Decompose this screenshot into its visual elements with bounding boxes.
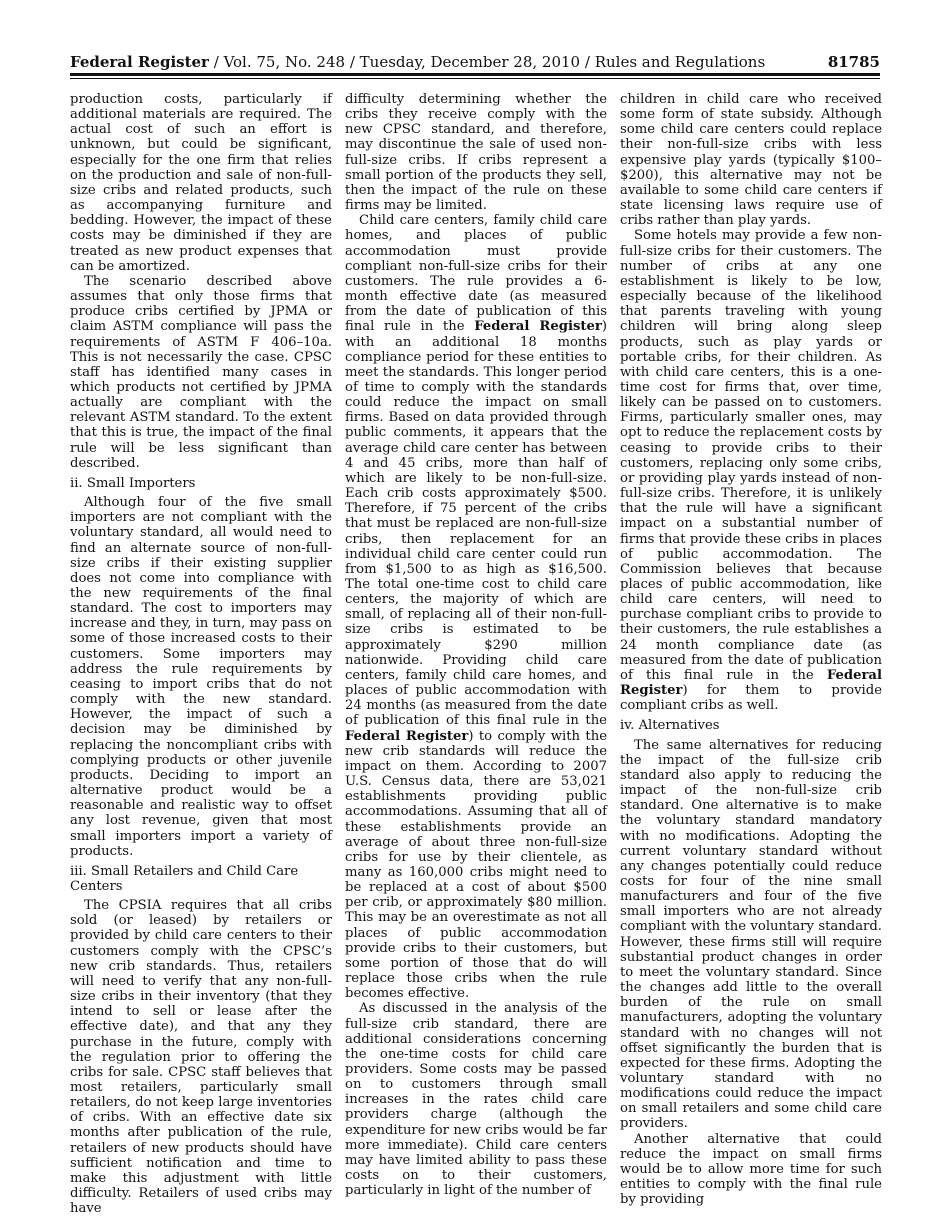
- paragraph: difficulty determining whether the cribs they receive comply with the new CPSC standard, and therefore, may discontinue the sale of used non-full-size cribs. If cribs represent a small portion of the products they sell, then the impact of the rule on these firms may be limited.: [345, 92, 607, 214]
- federal-register-citation: Federal Register: [474, 319, 602, 335]
- paragraph: The CPSIA requires that all cribs sold (or leased) by retailers or provided by child care centers to their customers comply with the CPSC’s new crib standards. Thus, retailers will need to verify that any non-full-size cribs in their inventory (that they intend to sell or lease after the effective date), and that any they purchase in the future, comply with the regulation prior to offering the cribs for sale. CPSC staff believes that most retailers, particularly small retailers, do not keep large inventories of cribs. With an effective date six months after publication of the rule, retailers of new products should have sufficient notification and time to make this adjustment with little difficulty. Retailers of used cribs may have: [70, 898, 332, 1217]
- paragraph: As discussed in the analysis of the full-size crib standard, there are additional considerations concerning the one-time costs for child care providers. Some costs may be passed on to customers through small increases in the rates child care providers charge (although the expenditure for new cribs would be far more immediate). Child care centers may have limited ability to pass these costs on to their customers, particularly in light of the number of: [345, 1001, 607, 1199]
- section-name: Rules and Regulations: [594, 53, 766, 71]
- header-rule-thin: [70, 78, 880, 79]
- text-run: ) with an additional 18 months compliance period for these entities to meet the standards. This longer period of time to comply with the standards could reduce the impact on small firms. Based on data provided through public comments, it appears that the average child care center has between 4 and 45 cribs, more than half of which are likely to be non-full-size. Each crib costs approximately $500. Therefore, if 75 percent of the cribs that must be replaced are non-full-size cribs, then replacement for an individual child care center could run from $1,500 to as high as $16,500. The total one-time cost to child care centers, the majority of which are small, of replacing all of their non-full-size cribs is estimated to be approximately $290 million nationwide. Providing child care centers, family child care homes, and places of public accommodation with 24 months (as measured from the date of publication of this final rule in the: [345, 319, 607, 729]
- text-run: Some hotels may provide a few non-full-size cribs for their customers. The number of cribs at any one establishment is likely to be low, especially because of the likelihood that parents traveling with young children will bring along sleep products, such as play yards or portable cribs, for their children. As with child care centers, this is a one-time cost for firms that, over time, likely can be passed on to customers. Firms, particularly smaller ones, may opt to reduce the replacement costs by ceasing to provide cribs to their customers, replacing only some cribs, or providing play yards instead of non-full-size cribs. Therefore, it is unlikely that the rule will have a significant impact on a substantial number of firms that provide these cribs in places of public accommodation. The Commission believes that because places of public accommodation, like child care centers, will need to purchase compliant cribs to provide to their customers, the rule establishes a 24 month compliance date (as measured from the date of publication of this final rule in the: [620, 228, 882, 683]
- page-header: [70, 52, 880, 72]
- volume-number: Vol. 75, No. 248: [223, 53, 346, 71]
- paragraph: [620, 228, 882, 713]
- column-1: [70, 92, 332, 1216]
- paragraph: Another alternative that could reduce the impact on small firms would be to allow more time for such entities to comply with the final rule by providing: [620, 1131, 882, 1208]
- paragraph: Although four of the five small importers are not compliant with the voluntary standard, all would need to find an alternate source of non-full-size cribs if their existing supplier does not come into compliance with the new requirements of the final standard. The cost to importers may increase and they, in turn, may pass on some of those increased costs to their customers. Some importers may address the rule requirements by ceasing to import cribs that do not comply with the new standard. However, the impact of such a decision may be diminished by replacing the noncompliant cribs with complying products or other juvenile products. Deciding to import an alternative product would be a reasonable and realistic way to offset any lost revenue, given that most small importers import a variety of products.: [70, 495, 332, 859]
- header-rule-thick: [70, 73, 880, 76]
- column-3: [620, 92, 882, 1207]
- section-heading-small-importers: ii. Small Importers: [70, 475, 196, 491]
- paragraph: production costs, particularly if additional materials are required. The actual cost of such an effort is unknown, but could be significant, especially for the one firm that relies on the production and sale of non-full-size cribs and related products, such as accompanying furniture and bedding. However, the impact of these costs may be diminished if they are treated as new product expenses that can be amortized.: [70, 92, 332, 274]
- text-run: Child care centers, family child care homes, and places of public accommodation must provide compliant non-full-size cribs for their customers. The rule provides a 6-month effective date (as measured from the date of publication of this final rule in the: [345, 213, 607, 335]
- section-heading-alternatives: iv. Alternatives: [620, 718, 720, 734]
- column-2: [345, 92, 607, 1198]
- paragraph: The same alternatives for reducing the impact of the full-size crib standard also apply to reducing the impact of the non-full-size crib standard. One alternative is to make the voluntary standard mandatory with no modifications. Adopting the current voluntary standard without any changes potentially could reduce costs for four of the nine small manufacturers and four of the five small importers who are not already compliant with the voluntary standard. However, these firms still will require substantial product changes in order to meet the voluntary standard. Since the changes add little to the overall burden of the rule on small manufacturers, adopting the voluntary standard with no changes will not offset significantly the burden that is expected for these firms. Adopting the voluntary standard with no modifications could reduce the impact on small retailers and some child care providers.: [620, 737, 882, 1132]
- paragraph: [345, 213, 607, 1001]
- text-run: ) to comply with the new crib standards will reduce the impact on them. According to 2007 U.S. Census data, there are 53,021 establishments providing public accommodations. Assuming that all of these establishments provide an average of about three non-full-size cribs for use by their clientele, as many as 160,000 cribs might need to be replaced at a cost of about $500 per crib, or approximately $80 million. This may be an overestimate as not all places of public accommodation provide cribs to their customers, but some portion of those that do will replace those cribs when the rule becomes effective.: [345, 728, 607, 1002]
- federal-register-citation: Federal Register: [345, 728, 469, 744]
- page-number: 81785: [827, 53, 880, 71]
- paragraph: The scenario described above assumes that only those firms that produce cribs certified by JPMA or claim ASTM compliance will pass the requirements of ASTM F 406–10a. This is not necessarily the case. CPSC staff has identified many cases in which products not certified by JPMA actually are compliant with the relevant ASTM standard. To the extent that this is true, the impact of the final rule will be less significant than described.: [70, 273, 332, 471]
- header-sep: /: [208, 53, 224, 71]
- text-run: ) for them to provide compliant cribs as well.: [620, 683, 882, 714]
- section-heading-small-retailers: iii. Small Retailers and Child Care Centers: [70, 863, 299, 894]
- header-sep: /: [345, 53, 360, 71]
- header-sep: /: [580, 53, 595, 71]
- federal-register-citation: Federal Register: [620, 667, 882, 699]
- publication-name: Federal Register: [70, 53, 209, 71]
- publication-date: Tuesday, December 28, 2010: [359, 53, 581, 71]
- paragraph: children in child care who received some form of state subsidy. Although some child care centers could replace their non-full-size cribs with less expensive play yards (typically $100–$200), this alternative may not be available to some child care centers if state licensing laws require use of cribs rather than play yards.: [620, 92, 882, 229]
